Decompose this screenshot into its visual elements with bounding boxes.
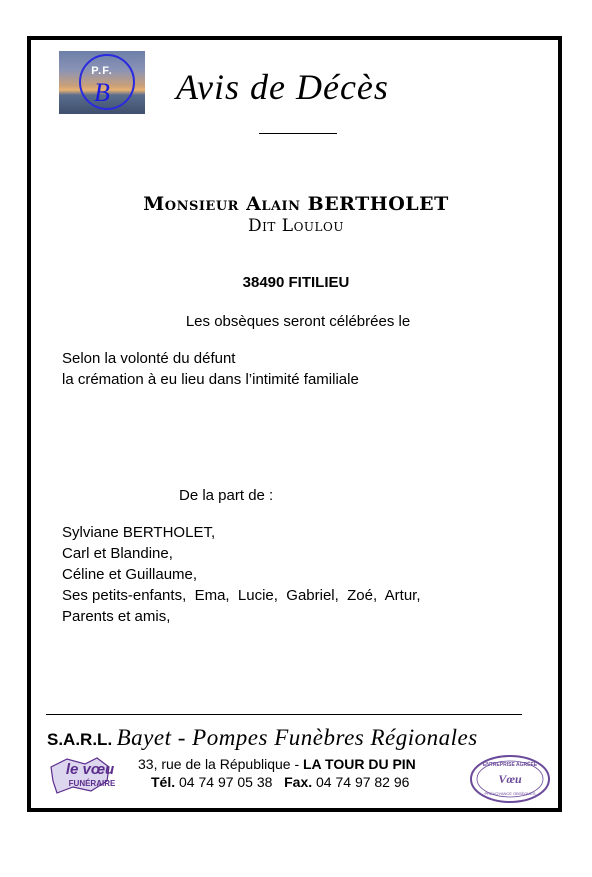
- le-voeu-funeraire-logo: [45, 755, 135, 797]
- footer-divider: [46, 714, 522, 715]
- company-script-name: Bayet - Pompes Funèbres Régionales: [116, 725, 478, 750]
- company-prefix: S.A.R.L.: [47, 730, 113, 749]
- tel-label: Tél.: [151, 774, 176, 790]
- deceased-nickname: Dit Loulou: [248, 216, 344, 236]
- badge-center-text: Vœu: [498, 772, 522, 786]
- logo-letter: B: [94, 78, 110, 107]
- fax-label: Fax.: [284, 774, 313, 790]
- family-member: Parents et amis,: [62, 608, 171, 625]
- company-contact: [151, 774, 409, 790]
- ceremony-line: Selon la volonté du défunt: [62, 350, 236, 367]
- notice-frame: [27, 36, 562, 812]
- family-list: [62, 522, 421, 627]
- left-logo-text: le vœu: [65, 761, 115, 778]
- title-divider: [259, 133, 337, 134]
- fax-number: 04 74 97 82 96: [312, 774, 410, 790]
- ceremony-line: la crémation à eu lieu dans l’intimité familiale: [62, 371, 359, 388]
- deceased-town: 38490 FITILIEU: [242, 274, 350, 291]
- entreprise-agreee-badge: [469, 754, 551, 804]
- badge-bottom-text: PRÉVOYANCE OBSÈQUES: [484, 791, 536, 796]
- family-member: Ses petits-enfants, Ema, Lucie, Gabriel, Zoé, Artur,: [62, 587, 421, 604]
- tel-number: 04 74 97 05 38: [175, 774, 285, 790]
- left-logo-subtext: FUNÉRAIRE: [68, 779, 116, 788]
- obseques-text: Les obsèques seront célébrées le: [185, 313, 411, 330]
- badge-top-text: ENTREPRISE AGRÉÉE: [482, 762, 538, 768]
- address-city: LA TOUR DU PIN: [303, 756, 416, 772]
- deceased-name: Monsieur Alain BERTHOLET: [143, 193, 449, 215]
- logo-initials: P.F.: [91, 65, 113, 77]
- ceremony-details: [62, 348, 359, 390]
- page-title: Avis de Décès: [176, 67, 389, 107]
- family-member: Carl et Blandine,: [62, 545, 173, 562]
- family-member: Sylviane BERTHOLET,: [62, 524, 216, 541]
- address-street: 33, rue de la République -: [138, 756, 303, 772]
- family-member: Céline et Guillaume,: [62, 566, 198, 583]
- company-address: [138, 756, 416, 772]
- family-intro: De la part de :: [179, 487, 274, 504]
- funeral-home-logo: [59, 51, 145, 114]
- company-name: [47, 725, 478, 751]
